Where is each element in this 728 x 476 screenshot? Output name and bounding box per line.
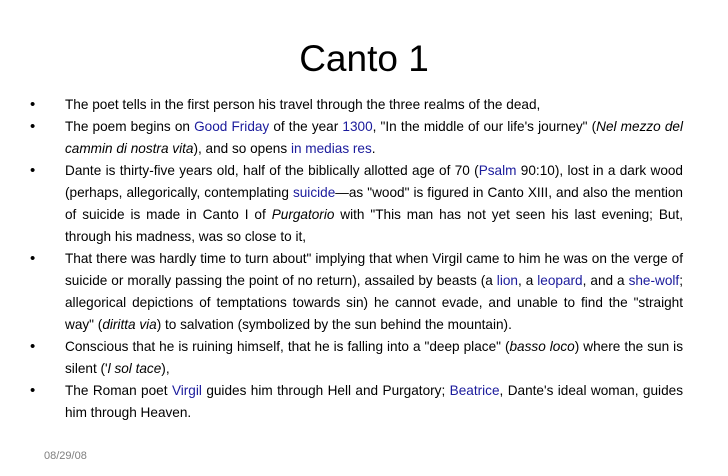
bullet-item (28, 248, 683, 336)
bullet-text: . (371, 141, 376, 156)
bullet-text: diritta via (102, 317, 157, 332)
bullet-text: The poet tells in the first person his travel through the three realms of the dead, (65, 97, 541, 112)
bullet-text: 90:10), lost in a dark wood (perhaps, allegorically, contemplating (65, 163, 683, 200)
hyperlink[interactable]: she-wolf (628, 273, 680, 288)
hyperlink[interactable]: Virgil (171, 383, 202, 398)
hyperlink[interactable]: in medias res (290, 141, 372, 156)
bullet-icon: • (30, 118, 36, 135)
bullet-text: That there was hardly time to turn about" implying that when Virgil came to him he was on the verge of suicide or morally passing the point of no return), assailed by beasts (a (65, 251, 683, 288)
footer-date: 08/29/08 (44, 450, 87, 462)
bullet-item (28, 380, 683, 424)
bullet-text: , "In the middle of our life's journey" ( (372, 119, 597, 134)
bullet-item (28, 160, 683, 248)
bullet-text: The poem begins on (65, 119, 195, 134)
bullet-text: of the year (269, 119, 343, 134)
hyperlink[interactable]: suicide (292, 185, 336, 200)
bullet-text: ) where the sun is silent (' (65, 339, 683, 376)
bullet-text: guides him through Hell and Purgatory; (201, 383, 450, 398)
hyperlink[interactable]: Good Friday (194, 119, 270, 134)
hyperlink[interactable]: Beatrice (449, 383, 500, 398)
bullet-item (28, 116, 683, 160)
bullet-item (28, 94, 683, 116)
bullet-text: Purgatorio (271, 207, 335, 222)
hyperlink[interactable]: 1300 (342, 119, 373, 134)
hyperlink[interactable]: leopard (537, 273, 583, 288)
bullet-text: Conscious that he is ruining himself, that he is falling into a "deep place" ( (65, 339, 510, 354)
bullet-text: , Dante's ideal woman, guides him through Heaven. (65, 383, 683, 420)
bullet-text: , and a (582, 273, 629, 288)
bullet-text: ; allegorical depictions of temptations towards sin) he cannot evade, and unable to find the "straight way" ( (65, 273, 683, 332)
bullet-icon: • (30, 250, 36, 267)
slide-title: Canto 1 (299, 38, 429, 79)
hyperlink[interactable]: Psalm (478, 163, 517, 178)
bullet-item (28, 336, 683, 380)
bullet-text: with "This man has not yet seen his last evening; But, through his madness, was so close to it, (65, 207, 684, 244)
bullet-text: ) to salvation (symbolized by the sun behind the mountain). (156, 317, 512, 332)
bullet-text: —as "wood" is figured in Canto XIII, and also the mention of suicide is made in Canto I of (65, 185, 683, 222)
bullet-text: ), (161, 361, 170, 376)
hyperlink[interactable]: lion (496, 273, 518, 288)
bullet-text: l sol tace (107, 361, 162, 376)
bullet-icon: • (30, 338, 36, 355)
bullet-text: basso loco (509, 339, 575, 354)
bullet-icon: • (30, 382, 36, 399)
bullet-text: , a (517, 273, 538, 288)
bullet-text: ), and so opens (193, 141, 291, 156)
bullet-text: Dante is thirty-five years old, half of the biblically allotted age of 70 ( (65, 163, 479, 178)
bullet-text: Nel mezzo del cammin di nostra vita (65, 119, 683, 156)
bullet-icon: • (30, 96, 36, 113)
bullet-text: The Roman poet (65, 383, 172, 398)
bullet-list (28, 94, 683, 424)
bullet-icon: • (30, 162, 36, 179)
